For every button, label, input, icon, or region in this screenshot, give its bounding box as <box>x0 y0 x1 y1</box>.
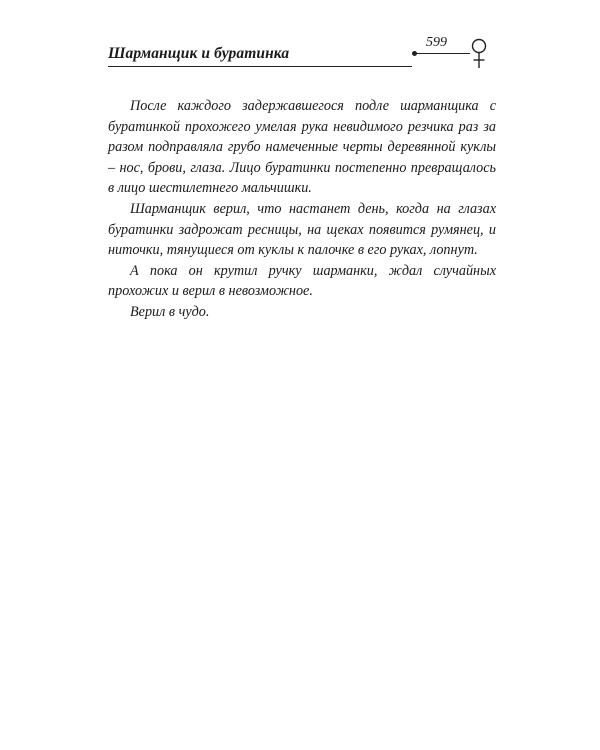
running-head-title: Шарманщик и буратинка <box>108 45 290 62</box>
page-number: 599 <box>426 35 447 50</box>
body-text <box>108 96 496 323</box>
paragraph: Шарманщик верил, что настанет день, когда на глазах буратинки задрожат ресницы, на щеках появится румянец, и ниточки, тянущиеся от куклы к палочке в его руках, лопнут. <box>108 200 496 259</box>
paragraph: После каждого задержавшегося подле шарманщика с буратинкой прохожего умелая рука невидимого резчика раз за разом подправляла грубо намеченные черты деревянной куклы – нос, брови, глаза. Лицо буратинки постепенно превращалось в лицо шестилетнего мальчишки. <box>108 98 496 197</box>
running-head-underline <box>108 66 412 67</box>
running-head <box>108 36 496 76</box>
paragraph: А пока он крутил ручку шарманки, ждал случайных прохожих и верил в невозможное. <box>108 262 496 300</box>
folio-rule <box>416 53 470 54</box>
paragraph: Верил в чудо. <box>130 303 210 320</box>
female-symbol-icon <box>468 37 490 71</box>
